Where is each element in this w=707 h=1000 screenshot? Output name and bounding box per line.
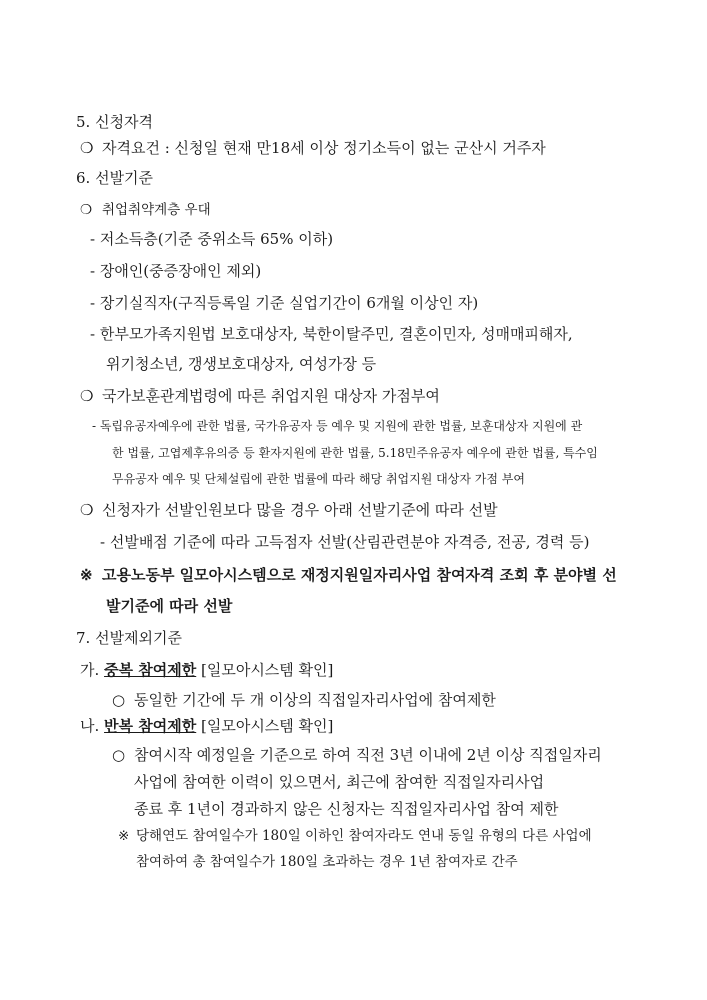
hollow-circle-icon: ❍: [80, 501, 94, 519]
exclusion-na-note-continued: 참여하여 총 참여일수가 180일 초과하는 경우 1년 참여자로 간주: [136, 854, 518, 870]
reference-mark-icon: ※: [118, 828, 130, 844]
exclusion-na-heading: 나. 반복 참여제한 [일모아시스템 확인]: [80, 717, 334, 735]
system-check-tag: [일모아시스템 확인]: [201, 661, 334, 679]
white-circle-icon: ○: [112, 746, 126, 764]
reference-mark-icon: ※: [80, 566, 93, 584]
section-7-title: 7. 선발제외기준: [76, 629, 183, 647]
important-note-continued: 발기준에 따라 선발: [106, 597, 233, 615]
white-circle-icon: ○: [112, 691, 126, 709]
duplicate-limit-title: 중복 참여제한: [104, 661, 197, 679]
list-item: - 장애인(중증장애인 제외): [90, 262, 262, 280]
hollow-circle-icon: ❍: [80, 139, 94, 157]
eligibility-text: 자격요건 : 신청일 현재 만18세 이상 정기소득이 없는 군산시 거주자: [102, 139, 546, 157]
section-6-title: 6. 선발기준: [76, 169, 154, 187]
section-5-title: 5. 신청자격: [76, 113, 154, 131]
veteran-law-line: - 독립유공자예우에 관한 법률, 국가유공자 등 예우 및 지원에 관한 법률, 보훈대상자 지원에 관: [92, 419, 583, 433]
selection-sub-item: - 선발배점 기준에 따라 고득점자 선발(산림관련분야 자격증, 전공, 경력 등): [100, 533, 590, 551]
exclusion-na-line: 사업에 참여한 이력이 있으면서, 최근에 참여한 직접일자리사업: [134, 773, 545, 791]
veteran-law-line: 한 법률, 고엽제후유의증 등 환자지원에 관한 법률, 5.18민주유공자 예우에 관한 법률, 특수임: [112, 446, 598, 460]
hollow-circle-icon: ❍: [80, 202, 93, 218]
exclusion-na-line: 종료 후 1년이 경과하지 않은 신청자는 직접일자리사업 참여 제한: [134, 800, 559, 818]
exclusion-ga-heading: 가. 중복 참여제한 [일모아시스템 확인]: [80, 661, 334, 679]
section-5-item: [80, 138, 546, 158]
list-item: - 한부모가족지원법 보호대상자, 북한이탈주민, 결혼이민자, 성매매피해자,: [90, 325, 573, 343]
exclusion-ga-item: ○ 동일한 기간에 두 개 이상의 직접일자리사업에 참여제한: [112, 691, 496, 709]
exclusion-na-note: ※ 당해연도 참여일수가 180일 이하인 참여자라도 연내 동일 유형의 다른 사업에: [118, 828, 592, 844]
hollow-circle-icon: ❍: [80, 387, 94, 405]
system-check-tag: [일모아시스템 확인]: [201, 717, 334, 735]
repeat-limit-title: 반복 참여제한: [104, 717, 197, 735]
list-item: - 저소득층(기준 중위소득 65% 이하): [90, 230, 334, 248]
list-item: - 장기실직자(구직등록일 기준 실업기간이 6개월 이상인 자): [90, 294, 479, 312]
selection-heading: ❍ 신청자가 선발인원보다 많을 경우 아래 선발기준에 따라 선발: [80, 501, 498, 519]
veteran-law-line: 무유공자 예우 및 단체설립에 관한 법률에 따라 해당 취업지원 대상자 가점 부여: [112, 472, 525, 486]
important-note: ※ 고용노동부 일모아시스템으로 재정지원일자리사업 참여자격 조회 후 분야별 선: [80, 566, 617, 584]
exclusion-na-line: ○ 참여시작 예정일을 기준으로 하여 직전 3년 이내에 2년 이상 직접일자리: [112, 746, 602, 764]
veteran-bonus-heading: ❍ 국가보훈관계법령에 따른 취업지원 대상자 가점부여: [80, 387, 440, 405]
vulnerable-group-heading: ❍ 취업취약계층 우대: [80, 202, 211, 218]
list-item-continued: 위기청소년, 갱생보호대상자, 여성가장 등: [106, 355, 377, 373]
